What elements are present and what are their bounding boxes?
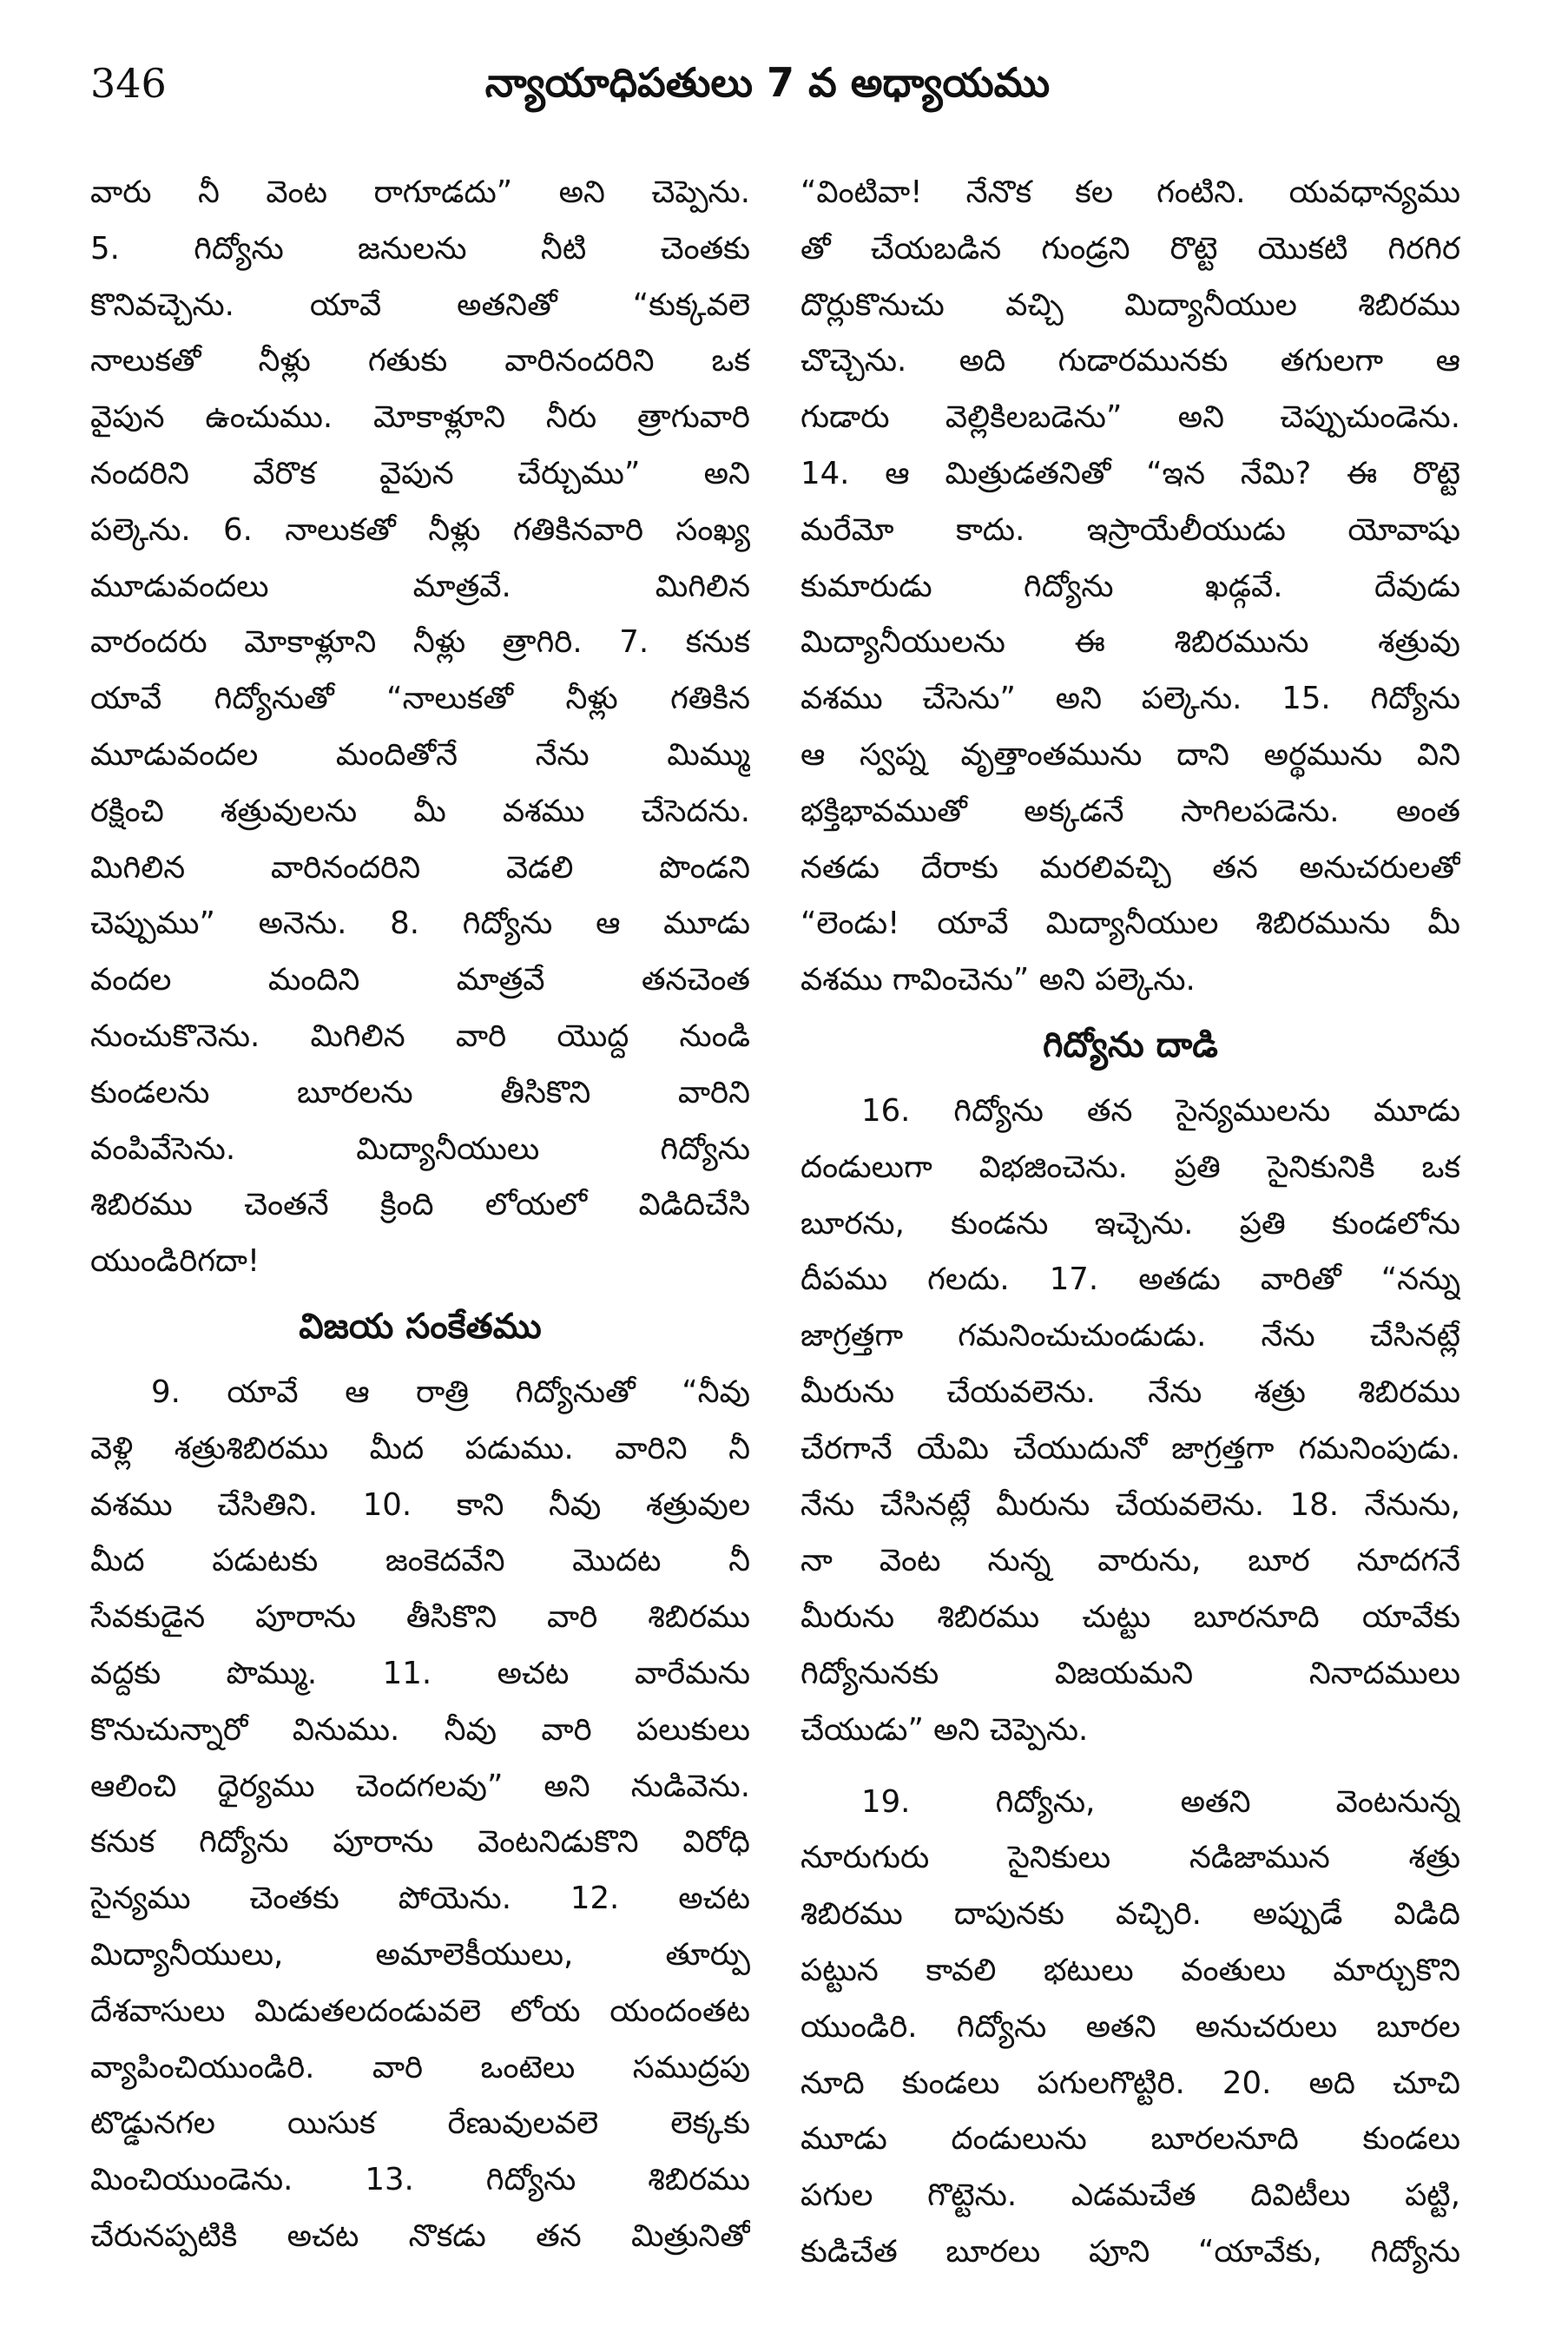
text-line: గుడారు వెల్లికిలబడెను” అని చెప్పుచుండెను.: [800, 399, 1460, 436]
paragraph-verses-16-18: [800, 1084, 1460, 1759]
text-line: నందరిని వేరొక వైపున చేర్చుము” అని: [90, 455, 750, 491]
text-line: వశము చేసితిని. 10. కాని నీవు శత్రువుల: [90, 1486, 750, 1523]
text-line: వైపున ఉంచుము. మోకాళ్లూని నీరు త్రాగువారి: [90, 399, 750, 436]
page-header: [90, 50, 1445, 120]
text-line: నేను చేసినట్లే మీరును చేయవలెను. 18. నేనును,: [800, 1486, 1460, 1523]
text-line: భక్తిభావముతో అక్కడనే సాగిలపడెను. అంత: [800, 793, 1460, 829]
text-line: మూడువందల మందితోనే నేను మిమ్ము: [90, 736, 750, 773]
text-line: మిగిలిన వారినందరిని వెడలి పొండని: [90, 849, 750, 886]
paragraph-verses-4-8: [90, 165, 750, 1290]
text-line: కుమారుడు గిద్యోను ఖడ్గవే. దేవుడు: [800, 568, 1460, 604]
text-line: దేశవాసులు మిడుతలదండువలె లోయ యందంతట: [90, 1993, 750, 2029]
text-line: శిబిరము దాపునకు వచ్చిరి. అప్పుడే విడిది: [800, 1896, 1460, 1933]
text-line: యుండిరి. గిద్యోను అతని అనుచరులు బూరల: [800, 2008, 1460, 2045]
text-line: శిబిరము చెంతనే క్రింది లోయలో విడిదిచేసి: [90, 1187, 750, 1223]
text-line: యావే గిద్యోనుతో “నాలుకతో నీళ్లు గతికిన: [90, 681, 750, 717]
text-line: చేయుడు” అని చెప్పెను.: [800, 1711, 1089, 1748]
text-line: కనుక గిద్యోను పూరాను వెంటనిడుకొని విరోధి: [90, 1824, 750, 1861]
text-line: వెళ్లి శత్రుశిబిరము మీద పడుము. వారిని నీ: [90, 1430, 750, 1466]
text-line: నూది కుండలు పగులగొట్టిరి. 20. అది చూచి: [800, 2065, 1460, 2101]
text-line: ఆ స్వప్న వృత్తాంతమును దాని అర్థమును విని: [800, 736, 1460, 773]
text-line: దొర్లుకొనుచు వచ్చి మిద్యానీయుల శిబిరము: [800, 287, 1460, 323]
text-line: మిద్యానీయులను ఈ శిబిరమును శత్రువు: [800, 624, 1460, 661]
text-line: దండులుగా విభజించెను. ప్రతి సైనికునికి ఒక: [800, 1149, 1460, 1185]
text-line: జాగ్రత్తగా గమనించుచుండుడు. నేను చేసినట్లే: [800, 1318, 1460, 1354]
text-line: “వింటివా! నేనొక కల గంటిని. యవధాన్యము: [800, 175, 1460, 210]
text-line: మీద పడుటకు జంకెదవేని మొదట నీ: [90, 1543, 750, 1579]
text-line: బూరను, కుండను ఇచ్చెను. ప్రతి కుండలోను: [800, 1205, 1460, 1242]
paragraph-verses-19-20: [800, 1775, 1460, 2281]
text-line: 19. గిద్యోను, అతని వెంటనున్న: [861, 1783, 1460, 1820]
text-line: మీరును శిబిరము చుట్టు బూరనూది యావేకు: [800, 1599, 1460, 1636]
text-line: నా వెంట నున్న వారును, బూర నూదగనే: [800, 1543, 1460, 1579]
text-line: నుంచుకొనెను. మిగిలిన వారి యొద్ద నుండి: [90, 1018, 750, 1054]
text-line: నూరుగురు సైనికులు నడిజామున శత్రు: [800, 1840, 1460, 1876]
section-heading-gideon-attack: గిద్యోను దాడి: [1043, 1024, 1218, 1065]
text-line: మూడు దండులును బూరలనూది కుండలు: [800, 2121, 1460, 2158]
section-heading-victory-sign: విజయ సంకేతము: [299, 1306, 542, 1347]
text-line: మూడువందలు మాత్రవే. మిగిలిన: [90, 568, 750, 604]
text-line: పట్టున కావలి భటులు వంతులు మార్చుకొని: [800, 1952, 1460, 1988]
text-line: వశము గావించెను” అని పల్కెను.: [800, 962, 1196, 998]
text-line: 5. గిద్యోను జనులను నీటి చెంతకు: [90, 230, 750, 267]
text-line: యుండిరిగదా!: [90, 1243, 260, 1280]
page-number: 346: [90, 60, 167, 107]
text-line: వ్యాపించియుండిరి. వారి ఒంటెలు సముద్రపు: [90, 2049, 750, 2085]
text-line: వంపివేసెను. మిద్యానీయులు గిద్యోను: [90, 1130, 750, 1167]
text-line: గిద్యోనునకు విజయమని నినాదములు: [800, 1655, 1460, 1691]
text-line: 14. ఆ మిత్రుడతనితో “ఇన నేమి? ఈ రొట్టె: [800, 455, 1460, 491]
text-line: పల్కెను. 6. నాలుకతో నీళ్లు గతికినవారి సంఖ్య: [90, 511, 750, 548]
text-line: సైన్యము చెంతకు పోయెను. 12. అచట: [90, 1881, 750, 1917]
text-line: రక్షించి శత్రువులను మీ వశము చేసెదను.: [90, 793, 750, 829]
text-line: 16. గిద్యోను తన సైన్యములను మూడు: [861, 1092, 1460, 1129]
text-line: వశము చేసెను” అని పల్కెను. 15. గిద్యోను: [800, 681, 1460, 717]
text-line: మీరును చేయవలెను. నేను శత్రు శిబిరము: [800, 1374, 1460, 1410]
text-line: వద్దకు పొమ్ము. 11. అచట వారేమను: [90, 1655, 750, 1691]
text-line: “లెండు! యావే మిద్యానీయుల శిబిరమును మీ: [800, 906, 1460, 942]
text-line: నాలుకతో నీళ్లు గతుకు వారినందరిని ఒక: [90, 343, 750, 379]
text-line: నతడు దేరాకు మరలివచ్చి తన అనుచరులతో: [800, 849, 1460, 886]
text-line: చెప్పుము” అనెను. 8. గిద్యోను ఆ మూడు: [90, 906, 750, 942]
text-line: కుండలను బూరలను తీసికొని వారిని: [90, 1074, 750, 1110]
text-line: టొడ్డునగల యిసుక రేణువులవలె లెక్కకు: [90, 2105, 750, 2142]
paragraph-verses-13-15: [800, 165, 1460, 1009]
text-line: మిద్యానీయులు, అమాలెకీయులు, తూర్పు: [90, 1936, 750, 1973]
text-line: దీపము గలదు. 17. అతడు వారితో “నన్ను: [800, 1262, 1460, 1298]
text-line: మరేమో కాదు. ఇస్రాయేలీయుడు యోవాషు: [800, 511, 1460, 548]
text-line: చేరగానే యేమి చేయుదునో జాగ్రత్తగా గమనింపుడు.: [800, 1430, 1460, 1466]
text-line: ఆలించి ధైర్యము చెందగలవు” అని నుడివెను.: [90, 1768, 750, 1804]
running-title: న్యాయాధిపతులు 7 వ అధ్యాయము: [484, 59, 1051, 106]
text-line: వారు నీ వెంట రాగూడదు” అని చెప్పెను.: [90, 175, 750, 210]
paragraph-verses-9-13: [90, 1365, 750, 2265]
text-line: కుడిచేత బూరలు పూని “యావేకు, గిద్యోను: [800, 2233, 1460, 2270]
text-line: చేరునప్పటికి అచట నొకడు తన మిత్రునితో: [90, 2217, 750, 2254]
paragraph-gap: [800, 1759, 1460, 1775]
right-column: [800, 165, 1460, 2281]
text-line: చొచ్చెను. అది గుడారమునకు తగులగా ఆ: [800, 343, 1460, 379]
text-line: కొనివచ్చెను. యావే అతనితో “కుక్కవలె: [90, 287, 750, 323]
text-line: మించియుండెను. 13. గిద్యోను శిబిరము: [90, 2162, 750, 2198]
left-column: [90, 165, 750, 2265]
text-line: తో చేయబడిన గుండ్రని రొట్టె యొకటి గిరగిర: [800, 230, 1460, 267]
text-line: కొనుచున్నారో వినుము. నీవు వారి పలుకులు: [90, 1711, 750, 1748]
text-line: వందల మందిని మాత్రవే తనచెంత: [90, 962, 750, 998]
text-line: 9. యావే ఆ రాత్రి గిద్యోనుతో “నీవు: [151, 1374, 750, 1410]
text-line: పగుల గొట్టెను. ఎడమచేత దివిటీలు పట్టి,: [800, 2177, 1460, 2214]
text-line: వారందరు మోకాళ్లూని నీళ్లు త్రాగిరి. 7. కనుక: [90, 624, 750, 661]
text-line: సేవకుడైన పూరాను తీసికొని వారి శిబిరము: [90, 1599, 750, 1636]
